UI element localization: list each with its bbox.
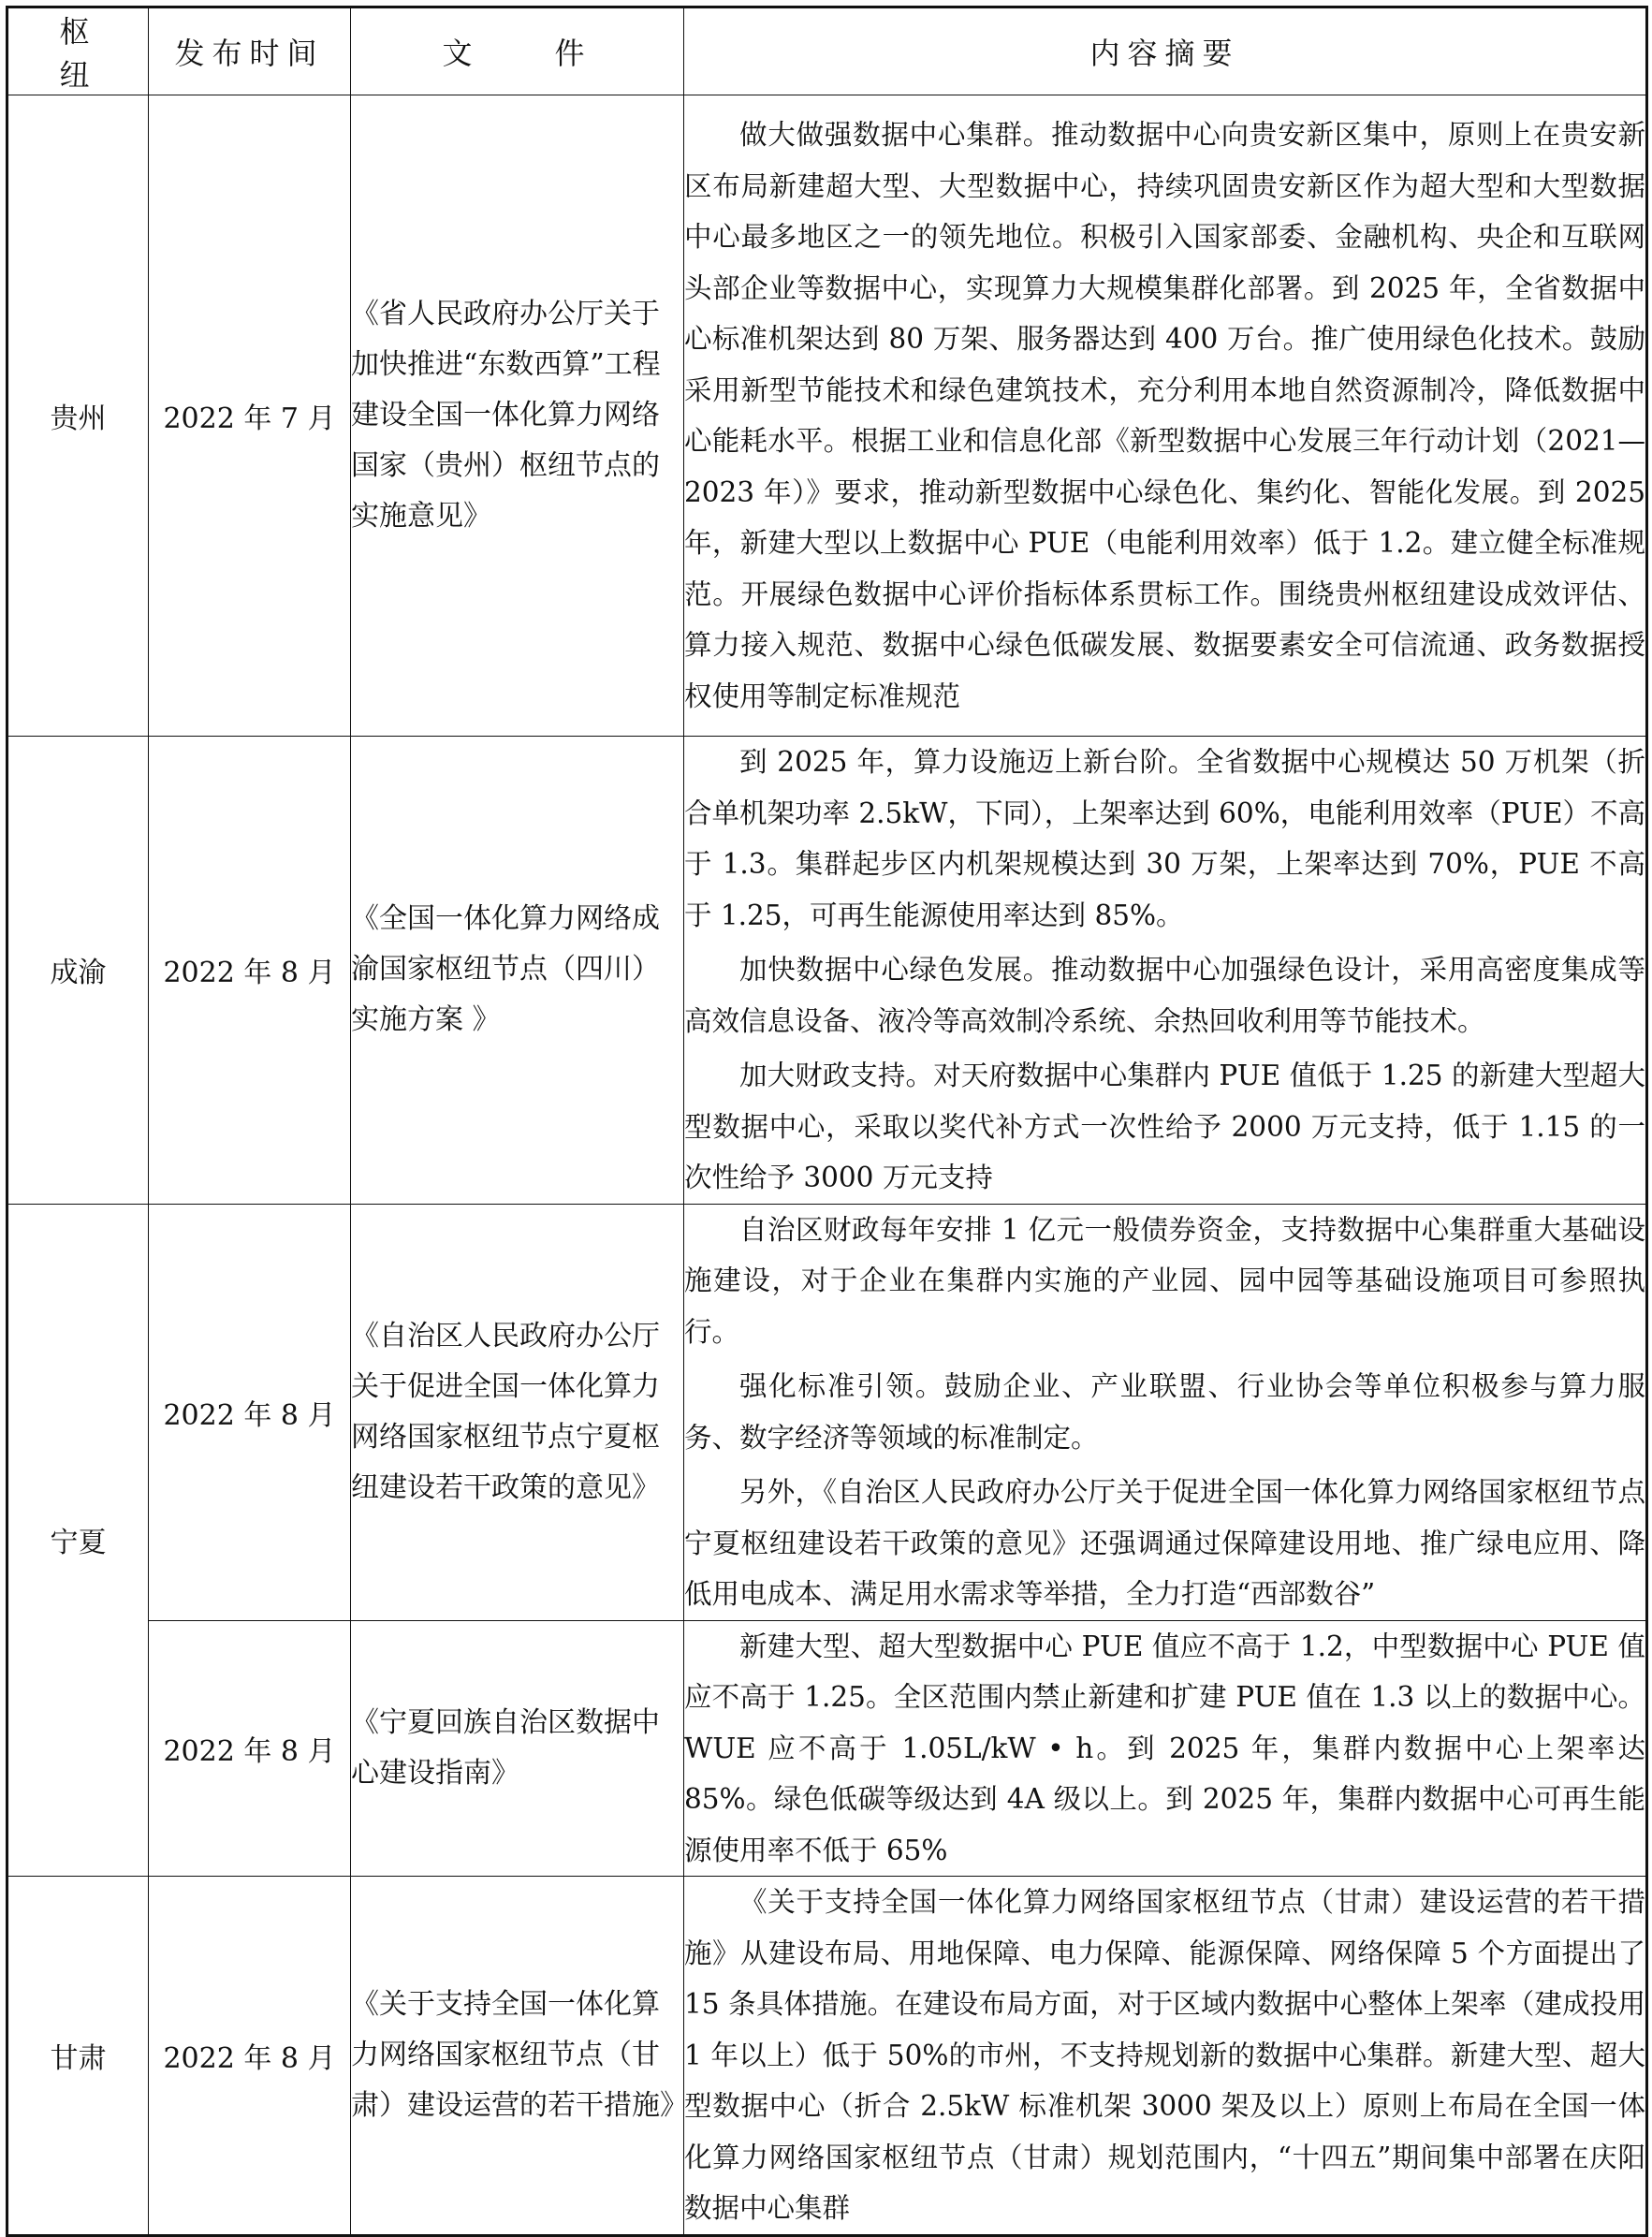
summary-paragraph: 做大做强数据中心集群。推动数据中心向贵安新区集中，原则上在贵安新区布局新建超大型、大型数据中心，持续巩固贵安新区作为超大型和大型数据中心最多地区之一的领先地位。积极引入国家部委、金融机构、央企和互联网头部企业等数据中心，实现算力大规模集群化部署。到 2025 年，全省数据中心标准机架达到 80 万架、服务器达到 400 万台。推广使用绿色化技术。鼓励采用新型节能技术和绿色建筑技术，充分利用本地自然资源制冷，降低数据中心能耗水平。根据工业和信息化部《新型数据中心发展三年行动计划（2021—2023 年）》要求，推动新型数据中心绿色化、集约化、智能化发展。到 2025 年，新建大型以上数据中心 PUE（电能利用效率）低于 1.2。建立健全标准规范。开展绿色数据中心评价指标体系贯标工作。围绕贵州枢纽建设成效评估、算力接入规范、数据中心绿色低碳发展、数据要素安全可信流通、政务数据授权使用等制定标准规范	[684, 119, 1645, 712]
date-cell: 2022 年 8 月	[149, 1204, 351, 1620]
table-row	[7, 1877, 1647, 2236]
document-cell: 《全国一体化算力网络成渝国家枢纽节点（四川）实施方案 》	[351, 737, 684, 1205]
summary-paragraph: 加大财政支持。对天府数据中心集群内 PUE 值低于 1.25 的新建大型超大型数据中心，采取以奖代补方式一次性给予 2000 万元支持，低于 1.15 的一次性给予 3000 万元支持	[684, 1060, 1645, 1193]
summary-paragraph: 强化标准引领。鼓励企业、产业联盟、行业协会等单位积极参与算力服务、数字经济等领域的标准制定。	[684, 1370, 1645, 1454]
table-row	[7, 1204, 1647, 1620]
summary-paragraph: 《关于支持全国一体化算力网络国家枢纽节点（甘肃）建设运营的若干措施》从建设布局、用地保障、电力保障、能源保障、网络保障 5 个方面提出了 15 条具体措施。在建设布局方面，对于区域内数据中心整体上架率（建成投用 1 年以上）低于 50%的市州，不支持规划新的数据中心集群。新建大型、超大型数据中心（折合 2.5kW 标准机架 3000 架及以上）原则上布局在全国一体化算力网络国家枢纽节点（甘肃）规划范围内，“十四五”期间集中部署在庆阳数据中心集群	[684, 1886, 1645, 2224]
hub-cell: 贵州	[7, 95, 149, 737]
summary-cell	[684, 95, 1647, 737]
hub-cell: 甘肃	[7, 1877, 149, 2236]
header-date: 发布时间	[149, 7, 351, 95]
date-cell: 2022 年 8 月	[149, 1877, 351, 2236]
document-cell: 《宁夏回族自治区数据中心建设指南》	[351, 1620, 684, 1877]
header-hub: 枢 纽	[7, 7, 149, 95]
summary-cell	[684, 1620, 1647, 1877]
date-cell: 2022 年 8 月	[149, 1620, 351, 1877]
summary-cell	[684, 737, 1647, 1205]
document-cell: 《关于支持全国一体化算力网络国家枢纽节点（甘肃）建设运营的若干措施》	[351, 1877, 684, 2236]
hub-cell: 宁夏	[7, 1204, 149, 1877]
table-row	[7, 1620, 1647, 1877]
table-row	[7, 737, 1647, 1205]
summary-paragraph: 自治区财政每年安排 1 亿元一般债券资金，支持数据中心集群重大基础设施建设，对于企业在集群内实施的产业园、园中园等基础设施项目可参照执行。	[684, 1213, 1645, 1348]
header-summary: 内容摘要	[684, 7, 1647, 95]
summary-paragraph: 新建大型、超大型数据中心 PUE 值应不高于 1.2，中型数据中心 PUE 值应不高于 1.25。全区范围内禁止新建和扩建 PUE 值在 1.3 以上的数据中心。WUE 应不高于 1.05L/kW • h。到 2025 年，集群内数据中心上架率达 85%。绿色低碳等级达到 4A 级以上。到 2025 年，集群内数据中心可再生能源使用率不低于 65%	[684, 1630, 1645, 1866]
header-document: 文 件	[351, 7, 684, 95]
document-cell: 《省人民政府办公厅关于加快推进“东数西算”工程建设全国一体化算力网络国家（贵州）枢纽节点的实施意见》	[351, 95, 684, 737]
table-header-row	[7, 7, 1647, 95]
summary-paragraph: 加快数据中心绿色发展。推动数据中心加强绿色设计，采用高密度集成等高效信息设备、液冷等高效制冷系统、余热回收利用等节能技术。	[684, 954, 1645, 1037]
table-row	[7, 95, 1647, 737]
document-cell: 《自治区人民政府办公厅关于促进全国一体化算力网络国家枢纽节点宁夏枢纽建设若干政策的意见》	[351, 1204, 684, 1620]
summary-paragraph: 到 2025 年，算力设施迈上新台阶。全省数据中心规模达 50 万机架（折合单机架功率 2.5kW，下同），上架率达到 60%，电能利用效率（PUE）不高于 1.3。集群起步区内机架规模达到 30 万架，上架率达到 70%，PUE 不高于 1.25，可再生能源使用率达到 85%。	[684, 746, 1645, 931]
policy-table	[6, 6, 1648, 2237]
date-cell: 2022 年 8 月	[149, 737, 351, 1205]
summary-cell	[684, 1877, 1647, 2236]
date-cell: 2022 年 7 月	[149, 95, 351, 737]
hub-cell: 成渝	[7, 737, 149, 1205]
summary-paragraph: 另外，《自治区人民政府办公厅关于促进全国一体化算力网络国家枢纽节点宁夏枢纽建设若干政策的意见》还强调通过保障建设用地、推广绿电应用、降低用电成本、满足用水需求等举措，全力打造“西部数谷”	[684, 1476, 1645, 1610]
summary-cell	[684, 1204, 1647, 1620]
